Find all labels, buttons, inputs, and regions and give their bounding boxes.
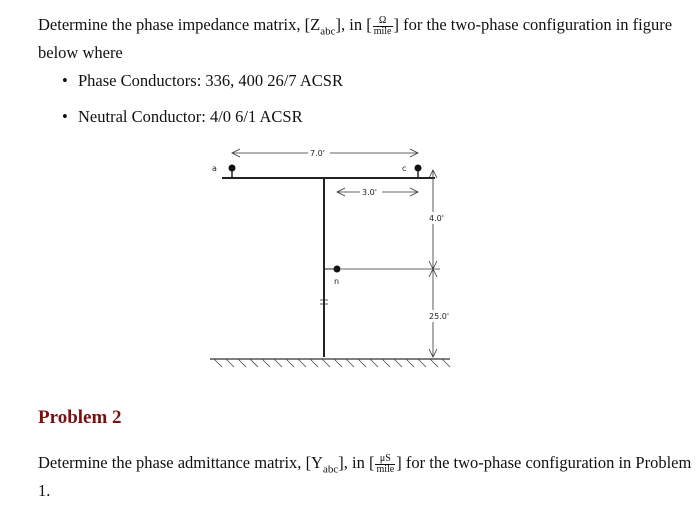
- problem1-intro: Determine the phase impedance matrix,: [38, 15, 305, 34]
- label-c: c: [402, 164, 407, 173]
- conductor-c: [415, 165, 422, 172]
- conductor-a: [229, 165, 236, 172]
- in-word: , in [: [343, 453, 375, 472]
- label-a: a: [212, 164, 217, 173]
- label-n: n: [334, 277, 340, 286]
- unit-fraction: $\frac{\Omega}{\text{mile}}$: [373, 14, 392, 37]
- in-word: , in [: [341, 15, 372, 34]
- problem2-intro: Determine the phase admittance matrix,: [38, 453, 306, 472]
- list-item: • Phase Conductors: 336, 400 26/7 ACSR: [62, 70, 343, 91]
- list-item: • Neutral Conductor: 4/0 6/1 ACSR: [62, 106, 343, 127]
- problem2-intro-end: ] for the two-phase configuration in Problem 1.: [38, 453, 692, 501]
- conductor-list: [62, 70, 343, 142]
- dim-vert1-label: 4.0': [429, 214, 444, 223]
- ground-hatch: [214, 359, 450, 367]
- problem1-statement: [38, 14, 694, 63]
- pole-configuration-figure: [200, 140, 470, 375]
- dim-ac-label: 7.0': [310, 149, 325, 158]
- matrix-symbol: $[Y_{abc}]$: [305, 453, 344, 476]
- dim-cn-label: 3.0': [362, 188, 377, 197]
- dim-vert2-label: 25.0': [429, 312, 450, 321]
- problem2-heading: Problem 2: [38, 407, 122, 428]
- problem1-intro-end: ] for the two-phase configuration in figure below where: [38, 15, 673, 63]
- unit-fraction: $\frac{\mu S}{\text{mile}}$: [376, 452, 395, 475]
- matrix-symbol: $[Z_{abc}]$: [304, 15, 341, 38]
- problem2-statement: [38, 452, 694, 501]
